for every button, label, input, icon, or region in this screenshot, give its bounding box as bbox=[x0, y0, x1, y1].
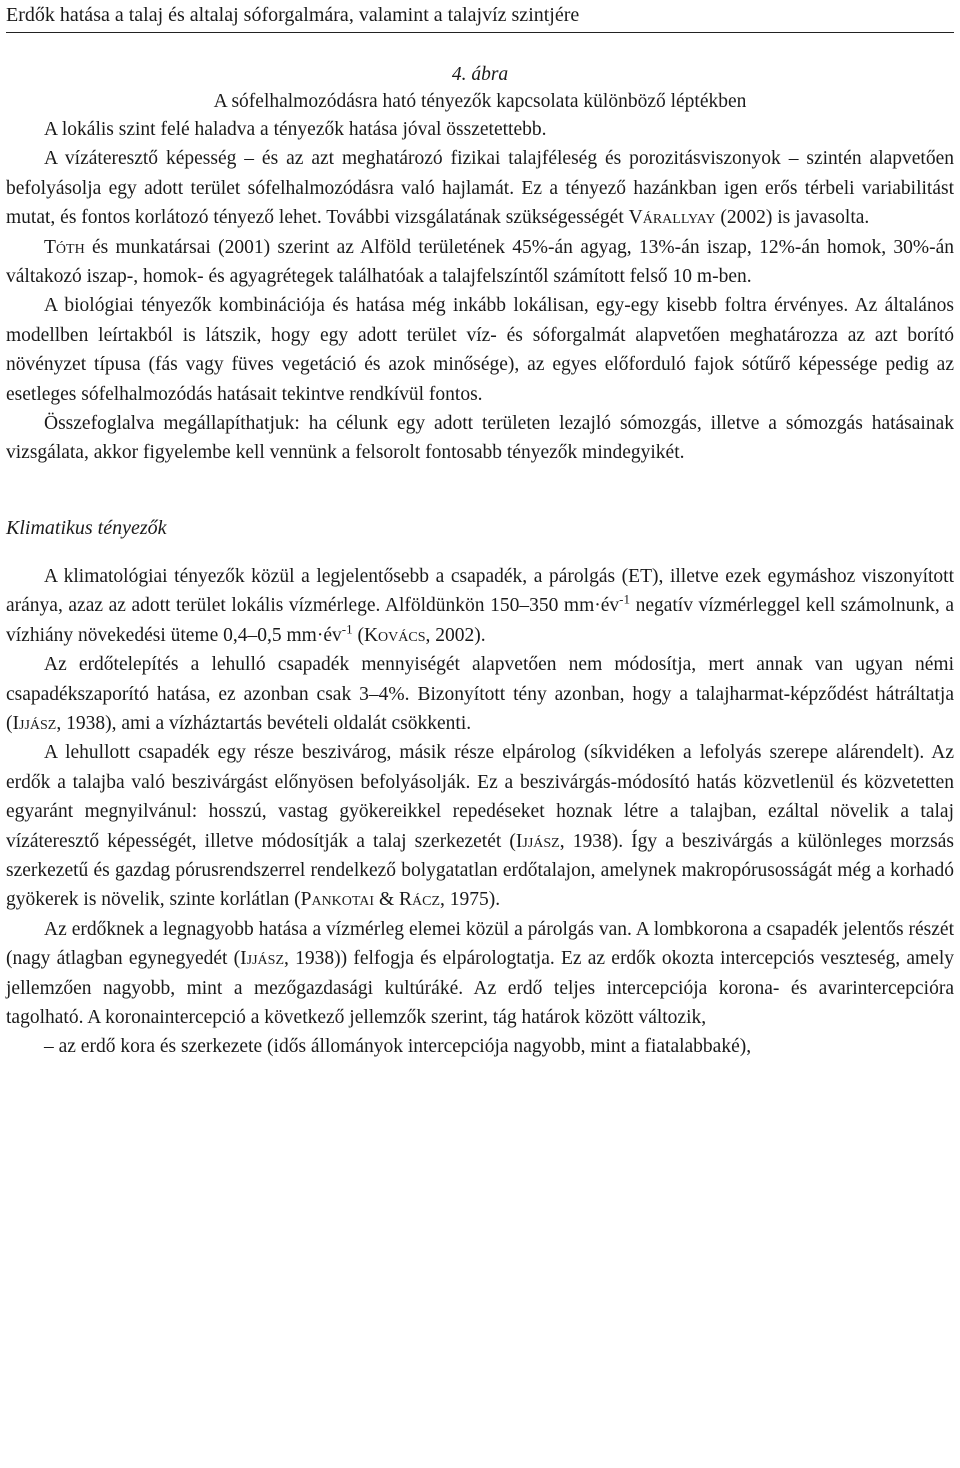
author-name: Ijjász bbox=[12, 712, 57, 734]
text-run: és munkatársai (2001) szerint az Alföld területének 45%-án agyag, 13%-án iszap, 12%-án homok, 30%-án váltakozó iszap-, homok- és agyagrétegek találhatóak a talajfelszíntől számított felső 10 m-ben. bbox=[6, 236, 954, 288]
author-name: Várallyay bbox=[628, 207, 716, 229]
text-run: A klimatológiai tényezők közül a legjelentősebb a csapadék, a párolgás (ET), illetve ezek egymáshoz viszonyított aránya, azaz az adott terület lokális vízmérlege. Alföldünkön 150–350 mm·év bbox=[6, 565, 954, 617]
text-run: , 1975). bbox=[440, 889, 501, 911]
section-heading: Klimatikus tényezők bbox=[6, 516, 167, 539]
list-item: – az erdő kora és szerkezete (idős állományok intercepciója nagyobb, mint a fiatalabbaké), bbox=[44, 1036, 752, 1058]
author-name: Ijjász bbox=[240, 948, 285, 970]
paragraph bbox=[6, 650, 954, 738]
superscript: -1 bbox=[619, 591, 631, 607]
author-name: Tóth bbox=[44, 236, 85, 258]
figure-number: 4. ábra bbox=[451, 64, 509, 85]
paragraph bbox=[6, 144, 954, 232]
text-run: , 1938)) felfogja és elpárologtatja. Ez az erdők okozta intercepciós veszteség, amely jellemzően nagyobb, mint a mezőgazdasági kultúráké. Az erdő teljes intercepciója korona- és avarintercepcióra tagolható. A koronaintercepció a következő jellemzők szerint, tág határok között változik, bbox=[6, 948, 955, 1028]
section-body-1 bbox=[6, 115, 954, 468]
text-run: , 1938), ami a vízháztartás bevételi oldalát csökkenti. bbox=[56, 712, 472, 734]
author-name: Kovács bbox=[363, 624, 426, 646]
running-head: Erdők hatása a talaj és altalaj sóforgalmára, valamint a talajvíz szintjére bbox=[6, 0, 954, 33]
text-run: Az erdőknek a legnagyobb hatása a vízmérleg elemei közül a párolgás van. A lombkorona a csapadék jelentős részét (nagy átlagban egynegyedét ( bbox=[6, 918, 954, 970]
author-name: Rácz bbox=[399, 889, 441, 911]
paragraph bbox=[6, 562, 954, 650]
text-run: ( bbox=[352, 624, 364, 646]
author-name: Ijjász bbox=[515, 830, 560, 852]
superscript: -1 bbox=[341, 621, 353, 637]
paragraph: A lokális szint felé haladva a tényezők hatása jóval összetettebb. bbox=[44, 119, 547, 140]
text-run: & bbox=[374, 889, 400, 911]
paragraph bbox=[6, 233, 954, 292]
author-name: Pankotai bbox=[300, 889, 375, 911]
document-page bbox=[6, 0, 954, 1062]
text-run: , 1938). Így a beszivárgás a különleges morzsás szerkezetű és gazdag pórusrendszerrel rendelkező bolygatatlan erdőtalajon, amelynek makropórusosságát még a korhadó gyökerek is növelik, szinte korlátlan ( bbox=[6, 830, 954, 911]
text-run: (2002) is javasolta. bbox=[715, 207, 870, 229]
text-run: , 2002). bbox=[425, 624, 486, 646]
figure-title: A sófelhalmozódásra ható tényezők kapcsolata különböző léptékben bbox=[213, 91, 747, 112]
text-run: A vízáteresztő képesség – és az azt meghatározó fizikai talajféleség és porozitásviszonyok – szintén alapvetően befolyásolja egy adott terület sófelhalmozódásra való hajlamát. Ez a tényező hazánkban igen erős térbeli variabilitást mutat, és fontos korlátozó tényező lehet. További vizsgálatának szükségességét bbox=[6, 148, 954, 229]
paragraph: Összefoglalva megállapíthatjuk: ha célunk egy adott területen lezajló sómozgás, illetve a sómozgás hatásainak vizsgálata, akkor figyelembe kell vennünk a felsorolt fontosabb tényezők mindegyikét. bbox=[6, 413, 954, 464]
text-run: negatív vízmérleggel kell számolnunk, a vízhiány növekedési üteme 0,4–0,5 mm·év bbox=[6, 595, 955, 646]
paragraph bbox=[6, 915, 954, 1033]
paragraph: A biológiai tényezők kombinációja és hatása még inkább lokálisan, egy-egy kisebb foltra érvényes. Az általános modellben leírtakból is látszik, hogy egy adott terület víz- és sóforgalmát alapvetően meghatározza az azt borító növényzet típusa (fás vagy füves vegetáció és azok minősége), az egyes előforduló fajok sótűrő képessége pedig az esetleges sófelhalmozódás hatásait tekintve rendkívül fontos. bbox=[6, 295, 954, 405]
paragraph bbox=[6, 738, 954, 914]
text-run: Az erdőtelepítés a lehulló csapadék mennyiségét alapvetően nem módosítja, mert annak van ugyan némi csapadékszaporító hatása, ez azonban csak 3–4%. Bizonyított tény azonban, hogy a talajharmat-képződést hátráltatja ( bbox=[6, 654, 954, 734]
section-body-2 bbox=[6, 562, 954, 1062]
text-run: A lehullott csapadék egy része beszivárog, másik része elpárolog (síkvidéken a lefolyás szerepe alárendelt). Az erdők a talajba való beszivárgást előnyösen befolyásolják. Ez a beszivárgás-módosító hatás közvetlenül és közvetetten egyaránt megnyilvánul: hosszú, vastag gyökereikkel repedéseket hoznak létre a talajban, ezáltal növelik a talaj vízáteresztő képességét, illetve módosítják a talaj szerkezetét ( bbox=[6, 742, 954, 852]
figure-caption bbox=[6, 61, 954, 115]
